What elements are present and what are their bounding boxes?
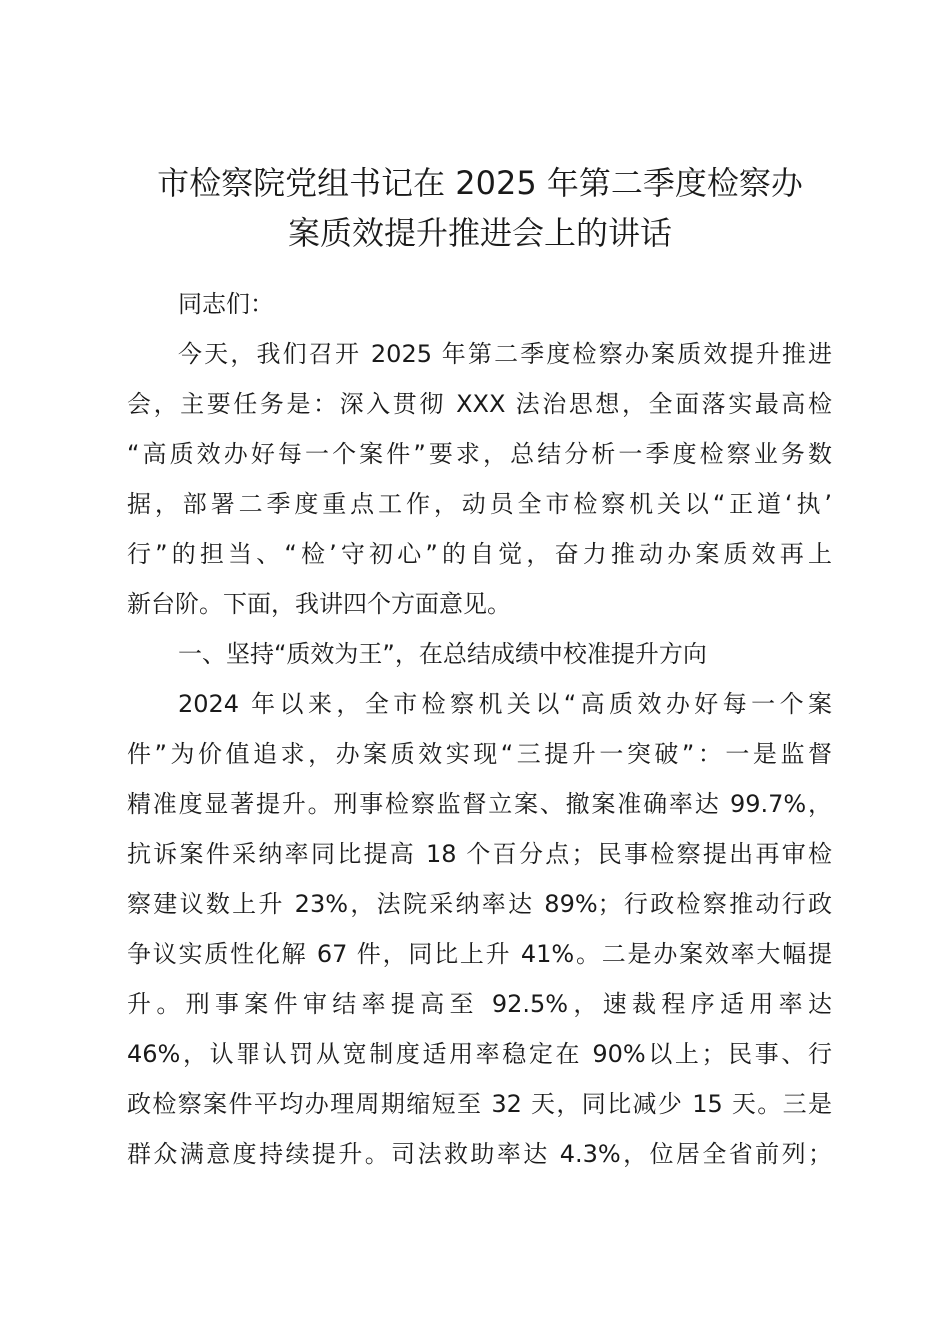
document-title	[110, 158, 850, 258]
title-line: 市检察院党组书记在 2025 年第二季度检察办	[157, 164, 803, 202]
paragraph-line: 据，部署二季度重点工作，动员全市检察机关以“正道‘执’	[127, 490, 832, 518]
paragraph-line: 精准度显著提升。刑事检察监督立案、撤案准确率达 99.7%，	[127, 790, 832, 818]
paragraph-line: 会，主要任务是：深入贯彻 XXX 法治思想，全面落实最高检	[127, 390, 832, 418]
paragraph-line: 政检察案件平均办理周期缩短至 32 天，同比减少 15 天。三是	[127, 1090, 832, 1118]
paragraph-line: 抗诉案件采纳率同比提高 18 个百分点；民事检察提出再审检	[127, 840, 832, 868]
paragraph-line: 2024 年以来，全市检察机关以“高质效办好每一个案	[178, 690, 832, 718]
title-line: 案质效提升推进会上的讲话	[287, 214, 672, 252]
paragraph-line: 升。刑事案件审结率提高至 92.5%，速裁程序适用率达	[127, 990, 832, 1018]
paragraph-line: 今天，我们召开 2025 年第二季度检察办案质效提升推进	[178, 340, 832, 368]
paragraph-line: 行”的担当、“检’守初心”的自觉，奋力推动办案质效再上	[127, 540, 832, 568]
salutation: 同志们：	[178, 290, 274, 318]
paragraph-line: 新台阶。下面，我讲四个方面意见。	[127, 590, 511, 618]
paragraph-line: “高质效办好每一个案件”要求，总结分析一季度检察业务数	[127, 440, 832, 468]
paragraph-line: 争议实质性化解 67 件，同比上升 41%。二是办案效率大幅提	[127, 940, 832, 968]
paragraph-line: 件”为价值追求，办案质效实现“三提升一突破”：一是监督	[127, 740, 832, 768]
paragraph-line: 察建议数上升 23%，法院采纳率达 89%；行政检察推动行政	[127, 890, 832, 918]
section-heading: 一、坚持“质效为王”，在总结成绩中校准提升方向	[178, 640, 707, 668]
paragraph-line: 群众满意度持续提升。司法救助率达 4.3%，位居全省前列；	[127, 1140, 832, 1168]
paragraph-line: 46%，认罪认罚从宽制度适用率稳定在 90%以上；民事、行	[127, 1040, 832, 1068]
